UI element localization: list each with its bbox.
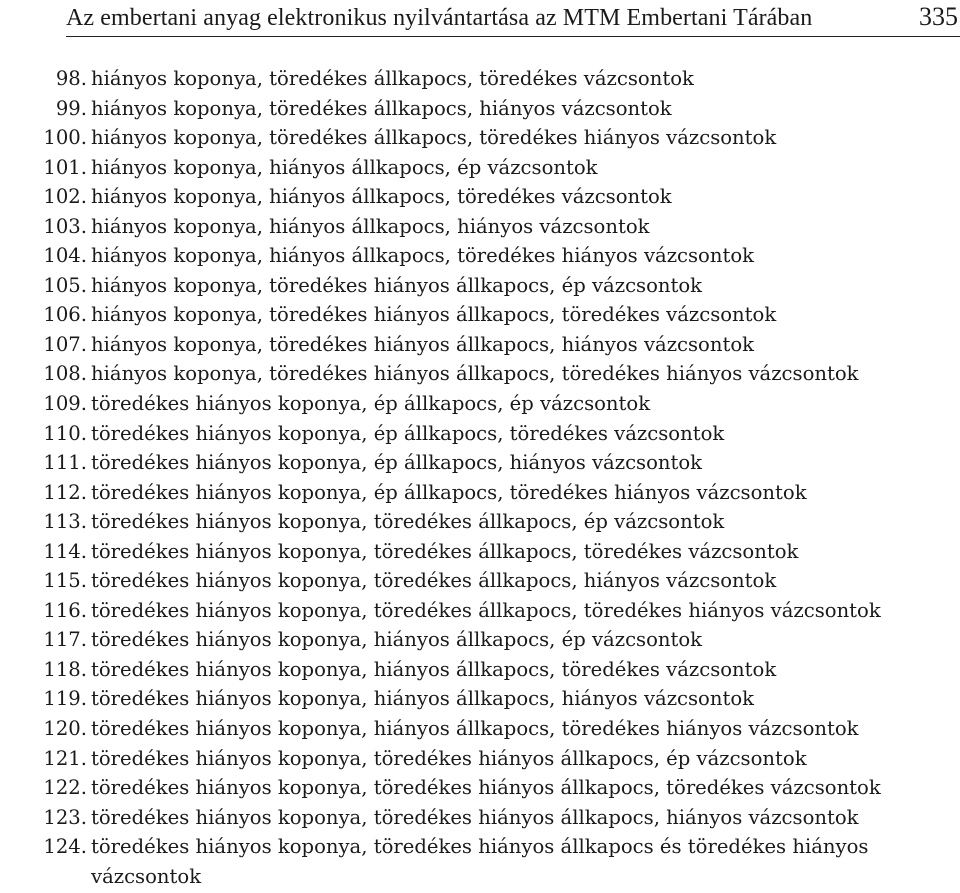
list-item bbox=[0, 359, 960, 389]
entry-number: 120. bbox=[43, 717, 87, 741]
list-item bbox=[0, 448, 960, 478]
list-item bbox=[0, 212, 960, 242]
list-item bbox=[0, 832, 960, 891]
entry-number: 122. bbox=[43, 776, 87, 800]
entry-text: hiányos koponya, töredékes állkapocs, hiányos vázcsontok bbox=[91, 96, 672, 120]
list-item bbox=[0, 271, 960, 301]
list-item bbox=[0, 596, 960, 626]
entry-number: 111. bbox=[43, 451, 87, 475]
entry-number: 103. bbox=[43, 214, 87, 238]
entry-number: 106. bbox=[43, 303, 87, 327]
list-item bbox=[0, 803, 960, 833]
entry-text: töredékes hiányos koponya, ép állkapocs, hiányos vázcsontok bbox=[91, 451, 703, 475]
entry-number: 113. bbox=[43, 510, 87, 534]
entry-text: töredékes hiányos koponya, töredékes hiányos állkapocs és töredékes hiányos vázcsontok bbox=[91, 835, 869, 888]
entry-number: 116. bbox=[43, 598, 87, 622]
list-item bbox=[0, 478, 960, 508]
entry-number: 115. bbox=[43, 569, 87, 593]
header-title: Az embertani anyag elektronikus nyilvántartása az MTM Embertani Tárában bbox=[66, 5, 813, 31]
entry-text: töredékes hiányos koponya, ép állkapocs, töredékes hiányos vázcsontok bbox=[91, 480, 807, 504]
entry-number: 98. bbox=[55, 67, 87, 90]
list-item bbox=[0, 507, 960, 537]
entry-text: töredékes hiányos koponya, töredékes állkapocs, hiányos vázcsontok bbox=[91, 569, 777, 593]
list-item bbox=[0, 655, 960, 685]
list-item bbox=[0, 389, 960, 419]
entry-number: 107. bbox=[43, 332, 87, 356]
list-item bbox=[0, 773, 960, 803]
list-item bbox=[0, 300, 960, 330]
entry-number: 119. bbox=[43, 687, 87, 711]
list-item bbox=[0, 419, 960, 449]
entry-number: 123. bbox=[43, 805, 87, 829]
entry-text: töredékes hiányos koponya, hiányos állkapocs, ép vázcsontok bbox=[91, 628, 703, 652]
entry-number: 101. bbox=[43, 155, 87, 179]
list-item bbox=[0, 684, 960, 714]
entry-number: 100. bbox=[43, 126, 87, 150]
list-item bbox=[0, 123, 960, 153]
entry-text: töredékes hiányos koponya, ép állkapocs, ép vázcsontok bbox=[91, 392, 651, 416]
entry-number: 102. bbox=[43, 185, 87, 209]
entry-number: 110. bbox=[43, 421, 87, 445]
entry-text: töredékes hiányos koponya, töredékes hiányos állkapocs, töredékes vázcsontok bbox=[91, 776, 881, 800]
entry-text: töredékes hiányos koponya, hiányos állkapocs, töredékes hiányos vázcsontok bbox=[91, 717, 859, 741]
entry-number: 121. bbox=[43, 746, 87, 770]
entry-text: hiányos koponya, hiányos állkapocs, töredékes hiányos vázcsontok bbox=[91, 244, 755, 268]
list-item bbox=[0, 182, 960, 212]
entry-number: 114. bbox=[43, 539, 87, 563]
entry-text: hiányos koponya, töredékes hiányos állkapocs, ép vázcsontok bbox=[91, 273, 703, 297]
entry-text: hiányos koponya, hiányos állkapocs, töredékes vázcsontok bbox=[91, 185, 672, 209]
entry-text: töredékes hiányos koponya, töredékes hiányos állkapocs, hiányos vázcsontok bbox=[91, 805, 859, 829]
list-item bbox=[0, 94, 960, 124]
page-number: 335 bbox=[919, 2, 958, 31]
entry-number: 104. bbox=[43, 244, 87, 268]
list-item bbox=[0, 744, 960, 774]
entry-number: 108. bbox=[43, 362, 87, 386]
entry-text: töredékes hiányos koponya, töredékes állkapocs, töredékes hiányos vázcsontok bbox=[91, 598, 881, 622]
entry-text: töredékes hiányos koponya, ép állkapocs, töredékes vázcsontok bbox=[91, 421, 725, 445]
running-header bbox=[66, 0, 960, 37]
entry-number: 109. bbox=[43, 392, 87, 416]
entry-text: hiányos koponya, töredékes állkapocs, töredékes hiányos vázcsontok bbox=[91, 126, 777, 150]
entry-text: hiányos koponya, hiányos állkapocs, hiányos vázcsontok bbox=[91, 214, 650, 238]
list-item bbox=[0, 625, 960, 655]
list-item bbox=[0, 64, 960, 94]
list-item bbox=[0, 241, 960, 271]
entry-number: 99. bbox=[55, 96, 87, 120]
list-item bbox=[0, 153, 960, 183]
entry-list bbox=[0, 64, 960, 891]
entry-text: töredékes hiányos koponya, hiányos állkapocs, hiányos vázcsontok bbox=[91, 687, 755, 711]
entry-text: töredékes hiányos koponya, töredékes állkapocs, töredékes vázcsontok bbox=[91, 539, 799, 563]
list-item bbox=[0, 714, 960, 744]
entry-text: töredékes hiányos koponya, töredékes hiányos állkapocs, ép vázcsontok bbox=[91, 746, 807, 770]
list-item bbox=[0, 330, 960, 360]
entry-number: 124. bbox=[43, 835, 87, 859]
list-item bbox=[0, 566, 960, 596]
entry-number: 112. bbox=[43, 480, 87, 504]
entry-text: hiányos koponya, töredékes állkapocs, töredékes vázcsontok bbox=[91, 67, 694, 90]
entry-number: 117. bbox=[43, 628, 87, 652]
list-item bbox=[0, 537, 960, 567]
entry-text: töredékes hiányos koponya, hiányos állkapocs, töredékes vázcsontok bbox=[91, 657, 777, 681]
entry-text: hiányos koponya, hiányos állkapocs, ép vázcsontok bbox=[91, 155, 598, 179]
entry-number: 105. bbox=[43, 273, 87, 297]
entry-text: hiányos koponya, töredékes hiányos állkapocs, töredékes vázcsontok bbox=[91, 303, 777, 327]
entry-text: hiányos koponya, töredékes hiányos állkapocs, hiányos vázcsontok bbox=[91, 332, 755, 356]
entry-text: hiányos koponya, töredékes hiányos állkapocs, töredékes hiányos vázcsontok bbox=[91, 362, 859, 386]
entry-text: töredékes hiányos koponya, töredékes állkapocs, ép vázcsontok bbox=[91, 510, 725, 534]
entry-number: 118. bbox=[43, 657, 87, 681]
